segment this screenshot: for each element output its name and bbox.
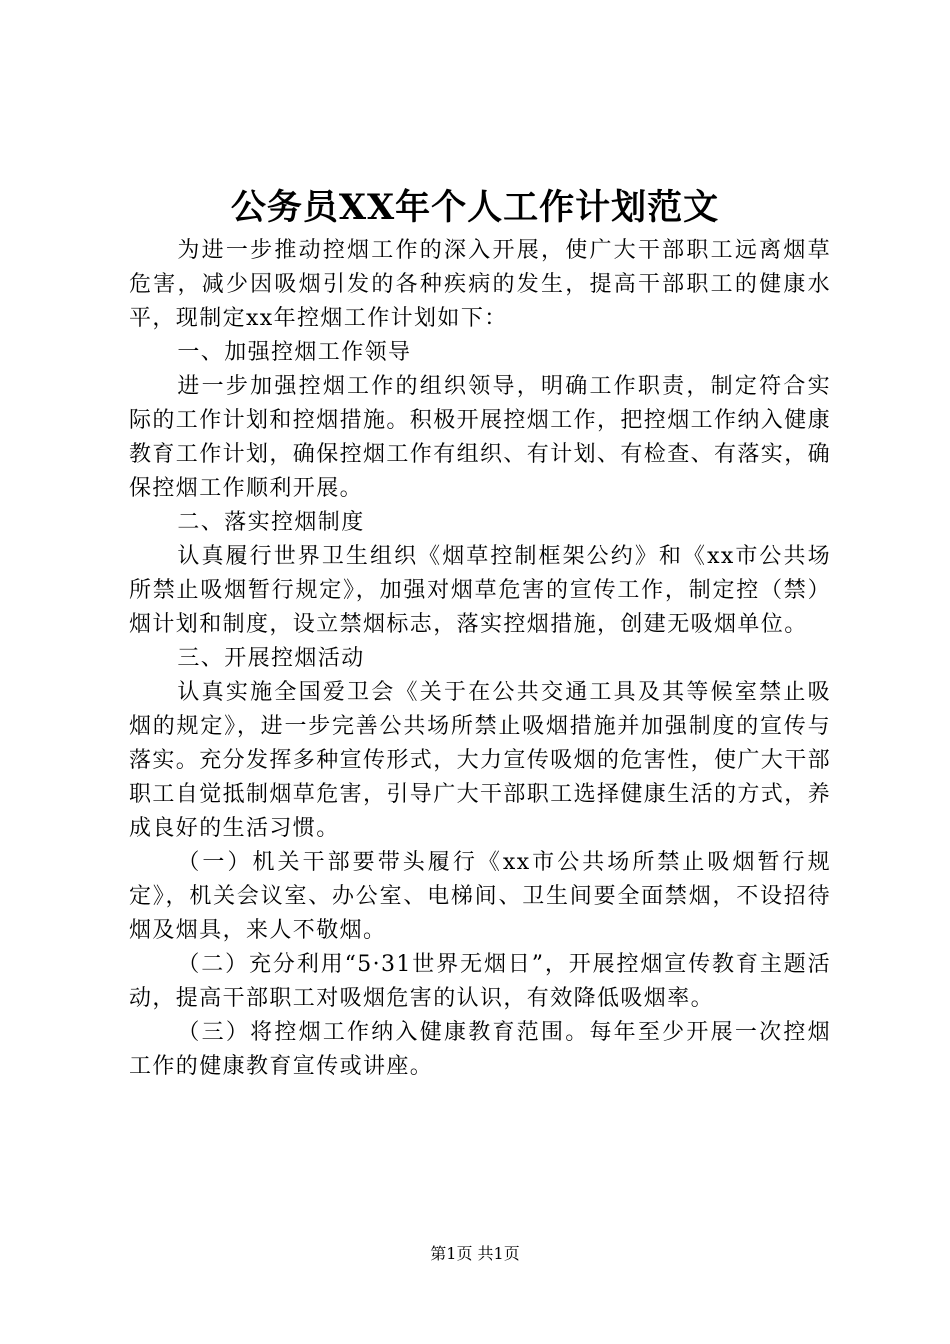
section-paragraph-1: 进一步加强控烟工作的组织领导，明确工作职责，制定符合实际的工作计划和控烟措施。积极开展控烟工作，把控烟工作纳入健康教育工作计划，确保控烟工作有组织、有计划、有检查、有落实，确保控烟工作顺利开展。 bbox=[129, 374, 832, 501]
section-paragraph-3: 认真实施全国爱卫会《关于在公共交通工具及其等候室禁止吸烟的规定》，进一步完善公共场所禁止吸烟措施并加强制度的宣传与落实。充分发挥多种宣传形式，大力宣传吸烟的危害性，使广大干部职工自觉抵制烟草危害，引导广大干部职工选择健康生活的方式，养成良好的生活习惯。 bbox=[129, 680, 832, 841]
section-heading-2: 二、落实控烟制度 bbox=[177, 510, 365, 535]
intro-paragraph: 为进一步推动控烟工作的深入开展，使广大干部职工远离烟草危害，减少因吸烟引发的各种疾病的发生，提高干部职工的健康水平，现制定xx年控烟工作计划如下： bbox=[129, 238, 831, 331]
sub-item-1: （一）机关干部要带头履行《xx市公共场所禁止吸烟暂行规定》，机关会议室、办公室、电梯间、卫生间要全面禁烟，不设招待烟及烟具，来人不敬烟。 bbox=[129, 850, 831, 943]
sub-item-3: （三）将控烟工作纳入健康教育范围。每年至少开展一次控烟工作的健康教育宣传或讲座。 bbox=[129, 1020, 831, 1079]
page-footer: 第1页 共1页 bbox=[430, 1244, 520, 1263]
document-title: 公务员XX年个人工作计划范文 bbox=[230, 187, 720, 228]
section-heading-3: 三、开展控烟活动 bbox=[177, 646, 365, 671]
section-heading-1: 一、加强控烟工作领导 bbox=[177, 340, 412, 365]
section-paragraph-2: 认真履行世界卫生组织《烟草控制框架公约》和《xx市公共场所禁止吸烟暂行规定》，加强对烟草危害的宣传工作，制定控（禁）烟计划和制度，设立禁烟标志，落实控烟措施，创建无吸烟单位。 bbox=[129, 544, 831, 637]
document-body bbox=[129, 234, 831, 1084]
sub-item-2: （二）充分利用“5·31世界无烟日”，开展控烟宣传教育主题活动，提高干部职工对吸烟危害的认识，有效降低吸烟率。 bbox=[129, 952, 831, 1011]
